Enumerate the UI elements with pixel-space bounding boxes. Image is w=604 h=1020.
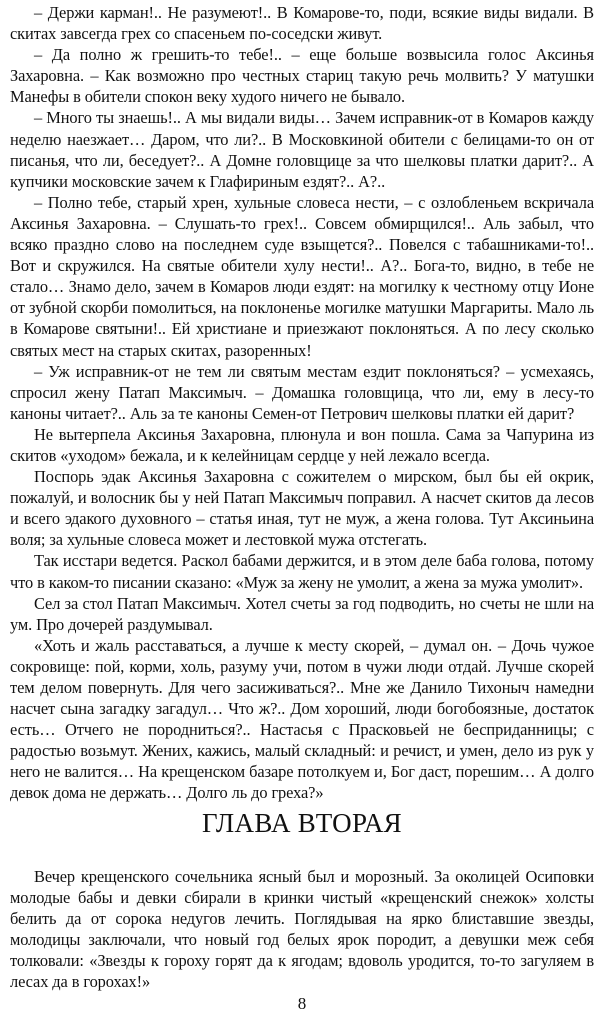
paragraph: – Много ты знаешь!.. А мы видали виды… Зачем исправник-от в Комаров кажду неделю наезжает… Даром, что ли?.. В Московкиной обители с белицами-то он от писанья, что ли, беседует?.. А Домне головщице за что шелковы платки дарит?.. А купчики московские зачем к Глафириным ездят?.. А?.. — [10, 108, 594, 191]
paragraph: – Уж исправник-от не тем ли святым местам ездит поклоняться? – усмехаясь, спросил жену Патап Максимыч. – Домашка головщица, что ли, ему в лесу-то каноны читает?.. Аль за те каноны Семен-от Петрович шелковы платки ей дарит? — [10, 361, 594, 423]
paragraph: Поспорь эдак Аксинья Захаровна с сожителем о мирском, был бы ей окрик, пожалуй, и волосник бы у ней Патап Максимыч поправил. А насчет скитов да лесов и всего эдакого духовного – статья иная, тут не муж, а жена голова. Тут Аксиньина воля; за хульные словеса может и лестовкой мужа отстегать. — [10, 467, 594, 550]
page-number: 8 — [297, 994, 307, 1013]
paragraph: Не вытерпела Аксинья Захаровна, плюнула и вон пошла. Сама за Чапурина из скитов «уходом» бежала, и к келейницам сердце у ней лежало всегда. — [10, 424, 594, 465]
page-body — [10, 2, 594, 804]
paragraph: – Держи карман!.. Не разумеют!.. В Комарове-то, поди, всякие виды видали. В скитах завсегда грех со спасеньем по-соседски живут. — [10, 3, 594, 44]
chapter-body — [10, 866, 594, 993]
paragraph: – Да полно ж грешить-то тебе!.. – еще больше возвысила голос Аксинья Захаровна. – Как возможно про честных стариц такую речь молвить? У матушки Манефы в обители спокон веку худого ничего не бывало. — [10, 45, 594, 107]
paragraph: «Хоть и жаль расставаться, а лучше к месту скорей, – думал он. – Дочь чужое сокровище: пой, корми, холь, разуму учи, потом в чужи люди отдай. Лучше скорей тем делом повернуть. Для чего засиживаться?.. Мне же Данило Тихоныч намедни насчет сына загадку загадул… Что ж?.. Дом хороший, люди богобоязные, достаток есть… Отчего не породниться?.. Настасья с Прасковьей не бесприданницы; с радостью возьмут. Жених, кажись, малый складный: и речист, и умен, дело из рук у него не валится… На крещенском базаре потолкуем и, Бог даст, порешим… А долго девок дома не держать… Долго ль до греха?» — [10, 635, 594, 803]
chapter-title: ГЛАВА ВТОРАЯ — [202, 807, 402, 838]
paragraph: Вечер крещенского сочельника ясный был и морозный. За околицей Осиповки молодые бабы и девки сбирали в кринки чистый «крещенский снежок» холсты белить да от сорока недугов лечить. Поглядывая на ярко блиставшие звезды, молодицы заключали, что новый год белых ярок породит, а девушки меж себя толковали: «Звезды к гороху горят да к ягодам; вдоволь уродится, то-то загуляем в лесах да в горохах!» — [10, 866, 594, 992]
paragraph: – Полно тебе, старый хрен, хульные словеса нести, – с озлобленьем вскричала Аксинья Захаровна. – Слушать-то грех!.. Совсем обмирщился!.. Аль забыл, что всяко праздно слово на последнем суде взыщется?.. Повелся с табашниками-то!.. Вот и скружился. На святые обители хулу нести!.. А?.. Бога-то, видно, в тебе не стало… Знамо дело, зачем в Комаров люди ездят: на могилку к честному отцу Ионе от зубной скорби помолиться, на поклоненье могилке матушки Маргариты. Мало ль в Комарове святыни!.. Ей христиане и приезжают поклоняться. А по лесу сколько святых мест на старых скитах, разоренных! — [10, 192, 594, 360]
paragraph: Так исстари ведется. Раскол бабами держится, и в этом деле баба голова, потому что в каком-то писании сказано: «Муж за жену не умолит, а жена за мужа умолит». — [10, 551, 594, 592]
book-page — [10, 2, 594, 1014]
paragraph: Сел за стол Патап Максимыч. Хотел счеты за год подводить, но счеты не шли на ум. Про дочерей раздумывал. — [10, 593, 594, 634]
